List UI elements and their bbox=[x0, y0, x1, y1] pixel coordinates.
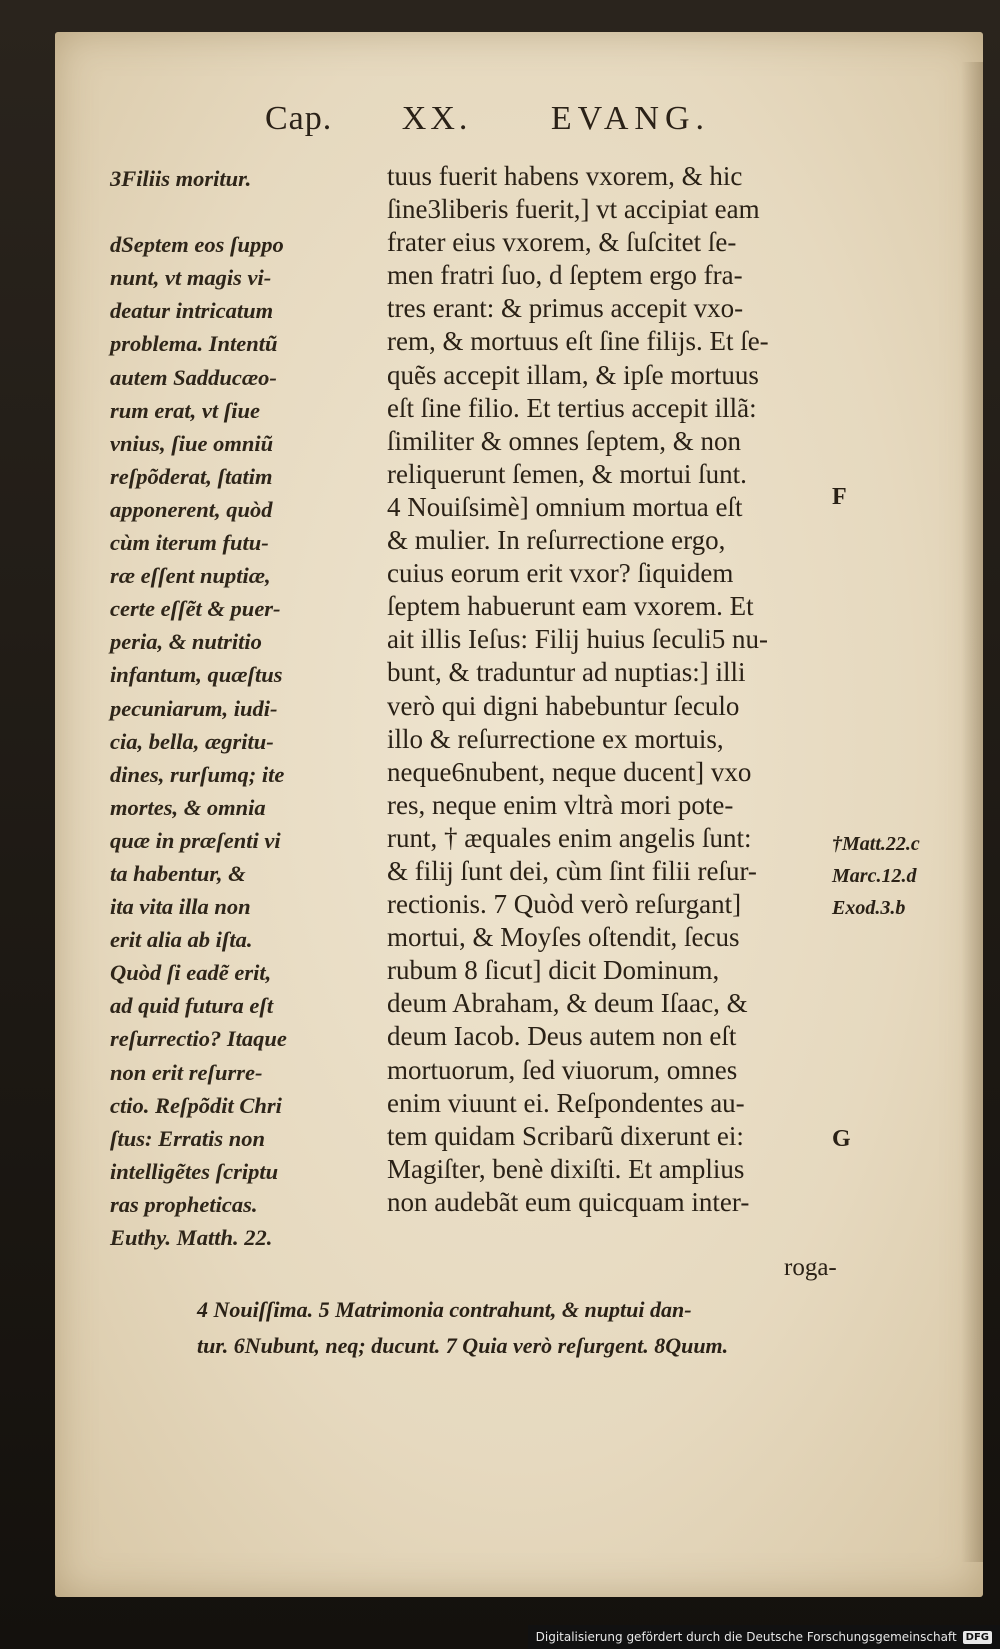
digitization-notice: Digitalisierung gefördert durch die Deutsche Forschungsgemeinschaft bbox=[535, 1630, 957, 1644]
gloss-line: ſtus: Erratis non bbox=[110, 1125, 266, 1151]
text-line: & mulier. In reſurrectione ergo, bbox=[387, 525, 726, 556]
gloss-line: rum erat, vt ſiue bbox=[110, 397, 260, 423]
text-line: runt, † æquales enim angelis ſunt: bbox=[387, 822, 752, 853]
chapter-number: XX. bbox=[401, 100, 472, 137]
text-line: deum Abraham, & deum Iſaac, & bbox=[387, 988, 748, 1019]
footnote-line: tur. 6Nubunt, neq; ducunt. 7 Quia verò reſurgent. 8Quum. bbox=[197, 1333, 729, 1358]
text-line: ſeptem habuerunt eam vxorem. Et bbox=[387, 591, 754, 622]
text-line: rem, & mortuus eſt ſine filijs. Et ſe- bbox=[387, 326, 769, 357]
gloss-line: nunt, vt magis vi- bbox=[110, 265, 272, 291]
text-line: res, neque enim vltrà mori pote- bbox=[387, 789, 734, 820]
digitization-notice-bar bbox=[528, 1625, 1000, 1649]
text-line: non audebãt eum quicquam inter- bbox=[387, 1186, 750, 1217]
gloss-line: cia, bella, ægritu- bbox=[110, 728, 274, 754]
gloss-line bbox=[110, 195, 410, 228]
text-line: cuius eorum erit vxor? ſiquidem bbox=[387, 558, 734, 589]
gloss-line: mortes, & omnia bbox=[110, 794, 266, 820]
gloss-line: ta habentur, & bbox=[110, 860, 246, 886]
section-letter-g: G bbox=[832, 1126, 851, 1152]
gloss-line: ad quid futura eſt bbox=[110, 993, 274, 1019]
gloss-line: peria, & nutritio bbox=[110, 629, 262, 655]
text-line: Magiſter, benè dixiſti. Et amplius bbox=[387, 1153, 745, 1184]
gloss-line: apponerent, quòd bbox=[110, 496, 273, 522]
gloss-line: ctio. Reſpõdit Chri bbox=[110, 1092, 282, 1118]
gloss-line: dines, rurſumq; ite bbox=[110, 761, 285, 787]
page-edge-shadow bbox=[961, 62, 983, 1562]
marginal-gloss bbox=[110, 162, 410, 1254]
dfg-logo: DFG bbox=[963, 1631, 992, 1644]
text-line: deum Iacob. Deus autem non eſt bbox=[387, 1021, 737, 1052]
text-line: bunt, & traduntur ad nuptias:] illi bbox=[387, 657, 746, 688]
text-line: enim viuunt ei. Reſpondentes au- bbox=[387, 1087, 745, 1118]
footnotes bbox=[197, 1292, 728, 1364]
main-text-block bbox=[387, 160, 847, 1219]
gloss-line: reſurrectio? Itaque bbox=[110, 1026, 287, 1052]
footnote-line: 4 Nouiſſima. 5 Matrimonia contrahunt, & nuptui dan- bbox=[197, 1297, 692, 1322]
catchword: roga- bbox=[784, 1254, 837, 1281]
text-line: ait illis Ieſus: Filij huius ſeculi5 nu- bbox=[387, 624, 768, 655]
text-line: illo & reſurrectione ex mortuis, bbox=[387, 723, 724, 754]
text-line: neque6nubent, neque ducent] vxo bbox=[387, 756, 752, 787]
text-line: ſine3liberis fuerit,] vt accipiat eam bbox=[387, 194, 760, 225]
gloss-line: ras propheticas. bbox=[110, 1191, 258, 1217]
gloss-line: ita vita illa non bbox=[110, 894, 251, 920]
running-title: EVANG. bbox=[550, 100, 710, 137]
cross-reference: Exod.3.b bbox=[832, 897, 906, 919]
section-letter-f: F bbox=[832, 484, 847, 510]
gloss-line: reſpõderat, ſtatim bbox=[110, 463, 273, 489]
running-head bbox=[265, 100, 710, 138]
text-line: mortuorum, ſed viuorum, omnes bbox=[387, 1054, 738, 1085]
chapter-label: Cap. bbox=[265, 100, 333, 137]
gloss-line: cùm iterum futu- bbox=[110, 530, 269, 556]
text-line: reliquerunt ſemen, & mortui ſunt. bbox=[387, 458, 747, 489]
text-line: ſimiliter & omnes ſeptem, & non bbox=[387, 425, 741, 456]
gloss-line: 3Filiis moritur. bbox=[110, 166, 252, 191]
text-line: 4 Nouiſsimè] omnium mortua eſt bbox=[387, 491, 743, 522]
gloss-line: non erit reſurre- bbox=[110, 1059, 263, 1085]
cross-reference: Marc.12.d bbox=[832, 865, 917, 887]
text-line: frater eius vxorem, & ſuſcitet ſe- bbox=[387, 227, 737, 258]
gloss-line: erit alia ab iſta. bbox=[110, 927, 253, 953]
text-line: verò qui digni habebuntur ſeculo bbox=[387, 690, 740, 721]
text-line: rubum 8 ſicut] dicit Dominum, bbox=[387, 955, 720, 986]
gloss-line: certe eſſẽt & puer- bbox=[110, 596, 281, 622]
gloss-line: Quòd ſi eadẽ erit, bbox=[110, 960, 272, 986]
cross-reference: †Matt.22.c bbox=[832, 833, 920, 855]
cross-references bbox=[832, 828, 920, 924]
text-line: quẽs accepit illam, & ipſe mortuus bbox=[387, 359, 759, 390]
text-line: tres erant: & primus accepit vxo- bbox=[387, 293, 744, 324]
gloss-line: problema. Intentũ bbox=[110, 331, 278, 357]
text-line: men fratri ſuo, d ſeptem ergo fra- bbox=[387, 260, 743, 291]
gloss-line: deatur intricatum bbox=[110, 298, 274, 324]
text-line: rectionis. 7 Quòd verò reſurgant] bbox=[387, 889, 742, 920]
gloss-line: autem Sadducæo- bbox=[110, 364, 277, 390]
gloss-line: intelligẽtes ſcriptu bbox=[110, 1158, 279, 1184]
text-line: eſt ſine filio. Et tertius accepit illã: bbox=[387, 392, 757, 423]
gloss-line: infantum, quæſtus bbox=[110, 662, 283, 688]
gloss-line: pecuniarum, iudi- bbox=[110, 695, 278, 721]
gloss-line: vnius, ſiue omniũ bbox=[110, 430, 274, 456]
text-line: mortui, & Moyſes oſtendit, ſecus bbox=[387, 922, 740, 953]
text-line: tuus fuerit habens vxorem, & hic bbox=[387, 161, 743, 191]
text-line: tem quidam Scribarũ dixerunt ei: bbox=[387, 1120, 744, 1151]
gloss-line: ræ eſſent nuptiæ, bbox=[110, 563, 271, 589]
gloss-line: Euthy. Matth. 22. bbox=[110, 1225, 273, 1250]
gloss-line: quæ in præſenti vi bbox=[110, 827, 281, 853]
gloss-line: dSeptem eos ſuppo bbox=[110, 232, 284, 258]
text-line: & filij ſunt dei, cùm ſint filii reſur- bbox=[387, 855, 757, 886]
